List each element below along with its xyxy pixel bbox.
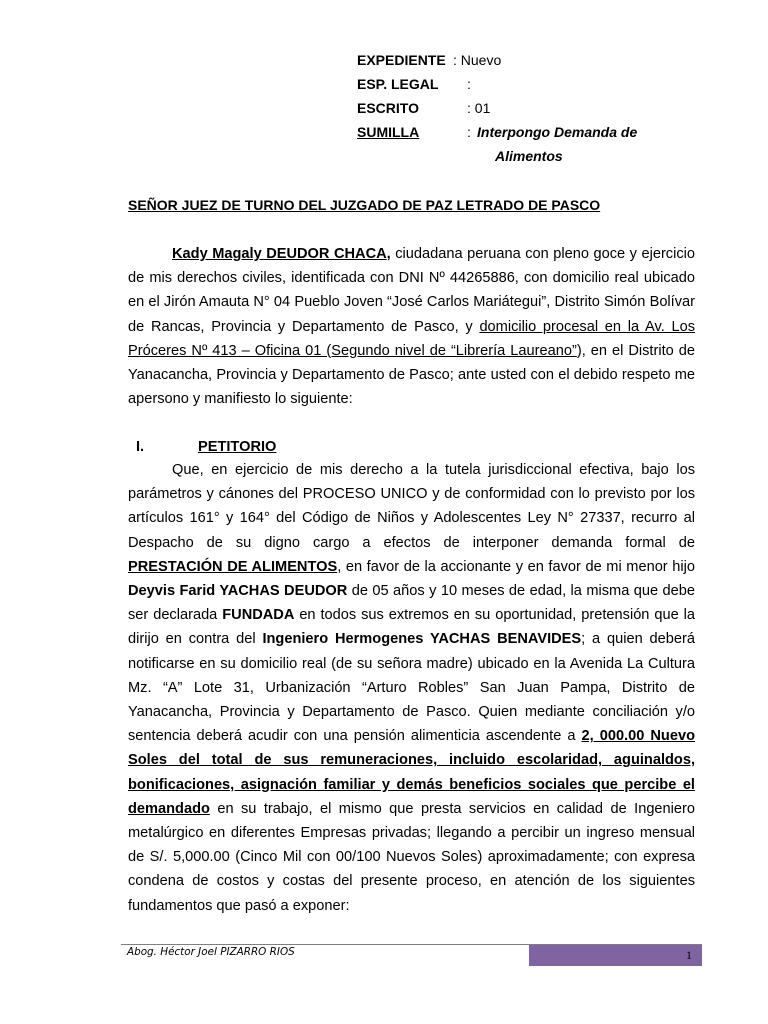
petitorio-text-5: ; a quien deberá notificarse en su domicilio real (de su señora madre) ubicado en la Avenida La Cultura Mz. “A” Lote 31, Urbanización “Arturo Robles” San Juan Pampa, Distrito de Yanacancha, Provincia y Departamento de Pasco. Quien mediante conciliación y/o sentencia deberá acudir con una pensión alimenticia ascendente a (128, 631, 695, 745)
esp-legal-label: ESP. LEGAL (357, 76, 439, 92)
petitorio-text-1: Que, en ejercicio de mis derecho a la tutela jurisdiccional efectiva, bajo los parámetros y cánones del PROCESO UNICO y de conformidad con lo previsto por los artículos 161° y 164° del Código de Niños y Adolescentes Ley N° 27337, recurro al Despacho de su digno cargo a efectos de interponer demanda formal de (128, 462, 695, 551)
sumilla-colon: : (467, 124, 471, 140)
expediente-label: EXPEDIENTE (357, 52, 446, 68)
expediente-value: : Nuevo (453, 52, 502, 68)
intro-paragraph (128, 242, 695, 411)
claim-type: PRESTACIÓN DE ALIMENTOS (128, 558, 338, 575)
petitorio-text-4: en todos sus extremos en su oportunidad, pretensión que la dirijo en contra del (128, 607, 695, 648)
sumilla-value-line2: Alimentos (495, 148, 563, 164)
petitorio-text-2: , en favor de la accionante y en favor de mi menor hijo (337, 558, 695, 575)
sumilla-value-line1: Interpongo Demanda de (477, 124, 638, 140)
intro-text-1: ciudadana peruana con pleno goce y ejercicio de mis derechos civiles, identificada con DNI Nº 44265886, con domicilio real ubicado en el Jirón Amauta N° 04 Pueblo Joven “José Carlos Mariátegui”, Distrito Simón Bolívar de Rancas, Provincia y Departamento de Pasco, y (128, 246, 695, 335)
fundada-term: FUNDADA (222, 607, 295, 624)
pension-amount: 2, 000.00 Nuevo Soles del total de sus remuneraciones, incluido escolaridad, aguinaldos, bonificaciones, asignación familiar y demás beneficios sociales que percibe el demandado (128, 728, 695, 817)
page-number-box (529, 945, 702, 966)
escrito-value: : 01 (467, 100, 491, 116)
petitorio-text-3: de 05 años y 10 meses de edad, la misma que debe ser declarada (128, 583, 695, 624)
petitorio-text-6: en su trabajo, el mismo que presta servicios en calidad de Ingeniero metalúrgico en diferentes Empresas privadas; llegando a percibir un ingreso mensual de S/. 5,000.00 (Cinco Mil con 00/100 Nuevos Soles) aproximadamente; con expresa condena de costos y costas del presente proceso, en atención de los siguientes fundamentos que pasó a exponer: (128, 800, 695, 914)
esp-legal-value: : (467, 76, 471, 92)
child-name: Deyvis Farid YACHAS DEUDOR (128, 583, 348, 600)
intro-text-2: ), en el Distrito de Yanacancha, Provincia y Departamento de Pasco; ante usted con el debido respeto me apersono y manifiesto lo siguiente: (128, 342, 695, 408)
section-number: I. (136, 439, 145, 455)
plaintiff-name: Kady Magaly DEUDOR CHACA (172, 246, 387, 262)
case-header (357, 48, 697, 168)
section-title: PETITORIO (198, 439, 277, 455)
defendant-name: Ingeniero Hermogenes YACHAS BENAVIDES (262, 631, 582, 648)
petitorio-paragraph (128, 458, 695, 918)
page-number: 1 (686, 948, 692, 962)
footer-author: Abog. Héctor Joel PIZARRO RIOS (127, 946, 295, 958)
plaintiff-name-comma: , (386, 246, 391, 262)
procedural-address: domicilio procesal en la Av. Los Próceres Nº 413 – Oficina 01 (Segundo nivel de “Librería Laureano” (128, 318, 695, 359)
escrito-label: ESCRITO (357, 100, 419, 116)
sumilla-label: SUMILLA (357, 124, 420, 140)
addressee-heading: SEÑOR JUEZ DE TURNO DEL JUZGADO DE PAZ LETRADO DE PASCO (128, 197, 601, 213)
